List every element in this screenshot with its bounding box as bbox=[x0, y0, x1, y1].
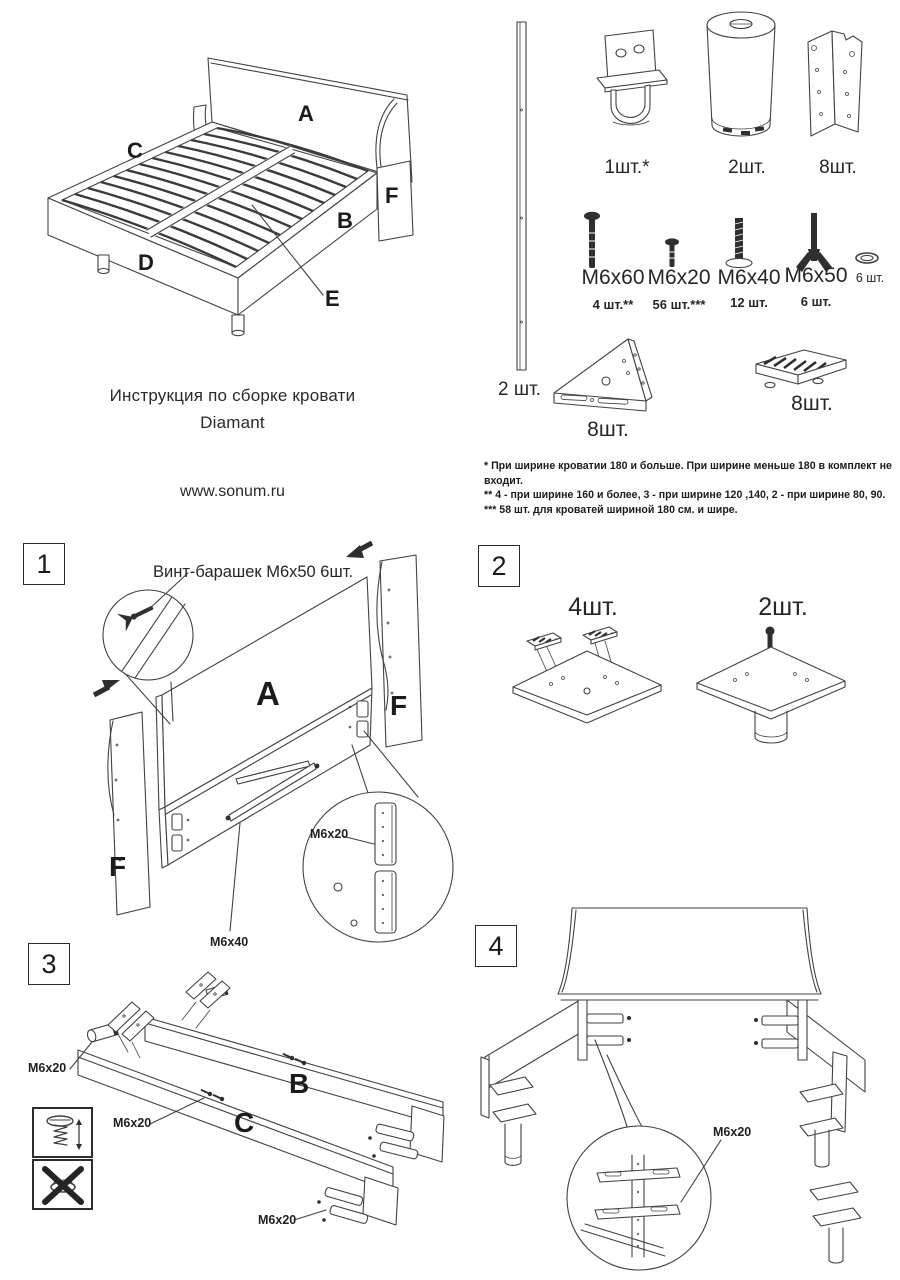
side-strip-qty: 2 шт. bbox=[498, 379, 541, 400]
step3-m6x20-label-3: M6x20 bbox=[258, 1213, 297, 1227]
step2-right-qty: 2шт. bbox=[758, 593, 808, 621]
washer-qty: 6 шт. bbox=[855, 271, 885, 285]
step3-label-c: C bbox=[234, 1107, 255, 1138]
step1-m6x20-label: M6x20 bbox=[310, 827, 349, 841]
footnote-3: *** 58 шт. для кроватей шириной 180 см. и шире. bbox=[484, 504, 738, 517]
footnote-2: ** 4 - при ширине 160 и более, 3 - при ширине 120 ,140, 2 - при ширине 80, 90. bbox=[484, 489, 886, 502]
footnotes bbox=[484, 459, 898, 518]
step-4-number: 4 bbox=[475, 925, 517, 967]
washer-icon bbox=[852, 250, 882, 266]
step1-label-a: A bbox=[256, 675, 280, 712]
corner-bracket-drawing bbox=[802, 28, 870, 140]
label-part-e: E bbox=[325, 286, 340, 311]
label-part-f: F bbox=[385, 183, 399, 208]
do-not-tighten-pictogram bbox=[32, 1159, 93, 1210]
step1-label-f-right: F bbox=[390, 690, 408, 721]
triangle-plate-drawing bbox=[548, 333, 700, 427]
step2-left-qty: 4шт. bbox=[568, 593, 618, 621]
step-4-drawing bbox=[465, 880, 900, 1280]
label-part-a: A bbox=[298, 101, 314, 126]
step-3-panel bbox=[20, 930, 465, 1280]
bolt-m6x20-size: M6x20 bbox=[647, 266, 711, 289]
screw-loose-pictogram bbox=[32, 1107, 93, 1158]
step-2-drawing bbox=[465, 535, 900, 750]
step-1-panel bbox=[20, 535, 465, 960]
label-part-c: C bbox=[127, 138, 143, 163]
step-3-drawing bbox=[20, 930, 465, 1280]
label-part-b: B bbox=[337, 208, 353, 233]
website: www.sonum.ru bbox=[180, 483, 285, 500]
step4-m6x20-label: M6x20 bbox=[713, 1125, 752, 1139]
step3-m6x20-label-2: M6x20 bbox=[113, 1116, 152, 1130]
wing-bolt-m6x50-qty: 6 шт. bbox=[800, 294, 832, 309]
wing-bolt-callout: Винт-барашек М6х50 6шт. bbox=[153, 563, 354, 581]
step-4-panel bbox=[465, 880, 900, 1280]
footnote-1: * При ширине кроватии 180 и больше. При ширине меньше 180 в комплект не входит. bbox=[484, 460, 892, 487]
step-3-number: 3 bbox=[28, 943, 70, 985]
parts-inventory bbox=[480, 5, 900, 517]
step-2-number: 2 bbox=[478, 545, 520, 587]
bolt-m6x60-icon bbox=[580, 211, 604, 271]
corner-bracket-qty: 8шт. bbox=[819, 157, 857, 178]
step-1-drawing bbox=[20, 535, 465, 960]
side-strip-drawing bbox=[513, 20, 531, 375]
headboard-bracket-qty: 1шт.* bbox=[604, 157, 650, 178]
step1-m6x40-label: M6x40 bbox=[210, 935, 249, 949]
step3-m6x20-label-1: M6x20 bbox=[28, 1061, 67, 1075]
stud-m6x40-qty: 12 шт. bbox=[730, 295, 768, 310]
assembly-title bbox=[60, 386, 405, 433]
bed-overview-drawing bbox=[20, 15, 470, 360]
step-2-panel bbox=[465, 535, 900, 750]
title-line2: Diamant bbox=[200, 413, 265, 432]
bolt-m6x60-qty: 4 шт.** bbox=[592, 297, 634, 312]
step1-label-f-left: F bbox=[109, 851, 127, 882]
cylinder-leg-qty: 2шт. bbox=[728, 157, 766, 178]
wing-bolt-m6x50-size: M6x50 bbox=[784, 264, 848, 287]
bolt-m6x60-size: M6x60 bbox=[581, 266, 645, 289]
bed-overview bbox=[20, 15, 470, 360]
label-part-d: D bbox=[138, 250, 154, 275]
step3-label-b: B bbox=[289, 1068, 310, 1099]
bolt-m6x20-qty: 56 шт.*** bbox=[652, 297, 706, 312]
stud-m6x40-size: M6x40 bbox=[717, 266, 781, 289]
slat-holder-qty: 8шт. bbox=[791, 392, 833, 415]
headboard-bracket-drawing bbox=[583, 26, 673, 144]
triangle-plate-qty: 8шт. bbox=[587, 418, 629, 441]
step-1-number: 1 bbox=[23, 543, 65, 585]
cylinder-leg-drawing bbox=[703, 8, 781, 146]
title-line1: Инструкция по сборке кровати bbox=[109, 386, 356, 405]
